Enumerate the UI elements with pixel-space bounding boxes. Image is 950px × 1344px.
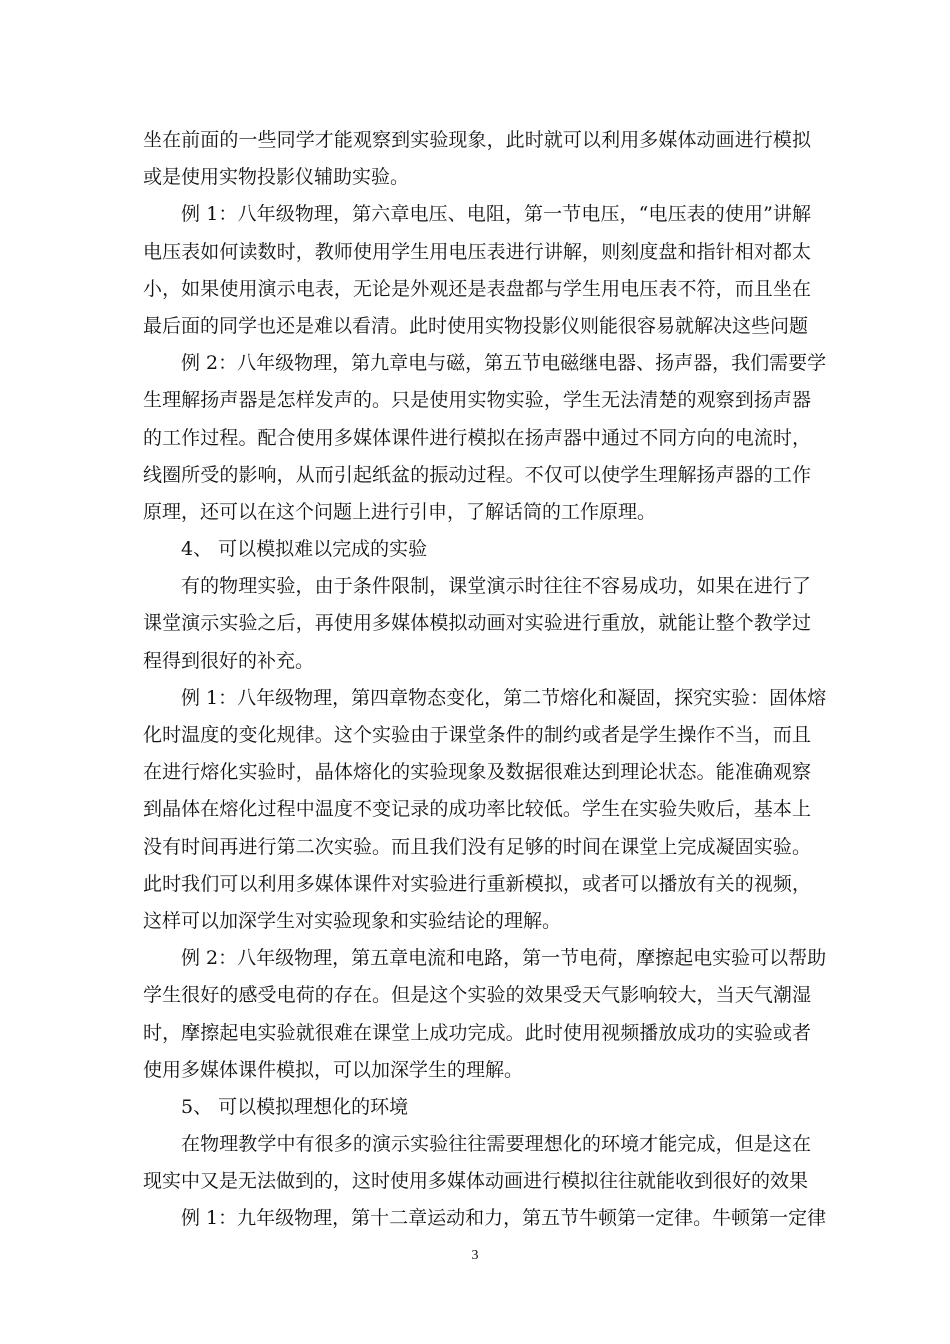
page-number: 3 xyxy=(471,1248,479,1263)
text-line: 例 2：八年级物理，第五章电流和电路，第一节电荷，摩擦起电实验可以帮助 xyxy=(181,947,827,970)
paragraph-example-charge xyxy=(143,940,827,1089)
text-line: 例 2：八年级物理，第九章电与磁，第五节电磁继电器、扬声器，我们需要学 xyxy=(181,352,827,375)
text-line: 原理，还可以在这个问题上进行引申，了解话筒的工作原理。 xyxy=(143,500,657,523)
text-line: 例 1：九年级物理，第十二章运动和力，第五节牛顿第一定律。牛顿第一定律 xyxy=(181,1207,827,1230)
paragraph-example-newton xyxy=(143,1200,827,1237)
text-line: 在进行熔化实验时，晶体熔化的实验现象及数据很难达到理论状态。能准确观察 xyxy=(143,761,811,784)
text-line: 这样可以加深学生对实验现象和实验结论的理解。 xyxy=(143,909,562,932)
text-line: 没有时间再进行第二次实验。而且我们没有足够的时间在课堂上完成凝固实验。 xyxy=(143,835,811,858)
text-line: 学生很好的感受电荷的存在。但是这个实验的效果受天气影响较大，当天气潮湿 xyxy=(143,984,811,1007)
section-heading: 5、 可以模拟理想化的环境 xyxy=(181,1095,409,1118)
text-line: 最后面的同学也还是难以看清。此时使用实物投影仪则能很容易就解决这些问题 xyxy=(143,314,809,337)
text-line: 使用多媒体课件模拟，可以加深学生的理解。 xyxy=(143,1058,524,1081)
heading-5 xyxy=(143,1089,811,1126)
text-line: 线圈所受的影响，从而引起纸盆的振动过程。不仅可以使学生理解扬声器的工作 xyxy=(143,463,811,486)
text-line: 的工作过程。配合使用多媒体课件进行模拟在扬声器中通过不同方向的电流时， xyxy=(143,426,811,449)
heading-4 xyxy=(143,531,811,568)
text-line: 课堂演示实验之后，再使用多媒体模拟动画对实验进行重放，就能让整个教学过 xyxy=(143,612,811,635)
paragraph-difficult-experiments xyxy=(143,568,811,680)
text-line: 时，摩擦起电实验就很难在课堂上成功完成。此时使用视频播放成功的实验或者 xyxy=(143,1021,811,1044)
text-line: 或是使用实物投影仪辅助实验。 xyxy=(143,166,410,189)
body-text xyxy=(143,122,827,1238)
paragraph-ideal-environment xyxy=(143,1126,811,1200)
paragraph-example-melting xyxy=(143,680,827,940)
text-line: 有的物理实验，由于条件限制，课堂演示时往往不容易成功，如果在进行了 xyxy=(181,575,811,598)
text-line: 化时温度的变化规律。这个实验由于课堂条件的制约或者是学生操作不当，而且 xyxy=(143,724,811,746)
text-line: 电压表如何读数时，教师使用学生用电压表进行讲解，则刻度盘和指针相对都太 xyxy=(143,240,811,263)
paragraph-example-voltmeter xyxy=(143,196,811,345)
text-line: 现实中又是无法做到的，这时使用多媒体动画进行模拟往往就能收到很好的效果 xyxy=(143,1170,809,1193)
text-line: 小，如果使用演示电表，无论是外观还是表盘都与学生用电压表不符，而且坐在 xyxy=(143,277,811,300)
paragraph-example-speaker xyxy=(143,345,827,531)
paragraph-continuation xyxy=(143,122,811,196)
text-line: 程得到很好的补充。 xyxy=(143,649,315,672)
section-heading: 4、 可以模拟难以完成的实验 xyxy=(181,538,428,561)
text-line: 例 1：八年级物理，第四章物态变化，第二节熔化和凝固，探究实验：固体熔 xyxy=(181,686,827,709)
text-line: 坐在前面的一些同学才能观察到实验现象，此时就可以利用多媒体动画进行模拟 xyxy=(143,129,811,151)
text-line: 例 1：八年级物理，第六章电压、电阻，第一节电压，“电压表的使用”讲解 xyxy=(181,203,811,226)
text-line: 在物理教学中有很多的演示实验往往需要理想化的环境才能完成，但是这在 xyxy=(181,1133,811,1156)
text-line: 生理解扬声器是怎样发声的。只是使用实物实验，学生无法清楚的观察到扬声器 xyxy=(143,389,811,412)
text-line: 到晶体在熔化过程中温度不变记录的成功率比较低。学生在实验失败后，基本上 xyxy=(143,798,811,821)
text-line: 此时我们可以利用多媒体课件对实验进行重新模拟，或者可以播放有关的视频， xyxy=(143,872,811,895)
